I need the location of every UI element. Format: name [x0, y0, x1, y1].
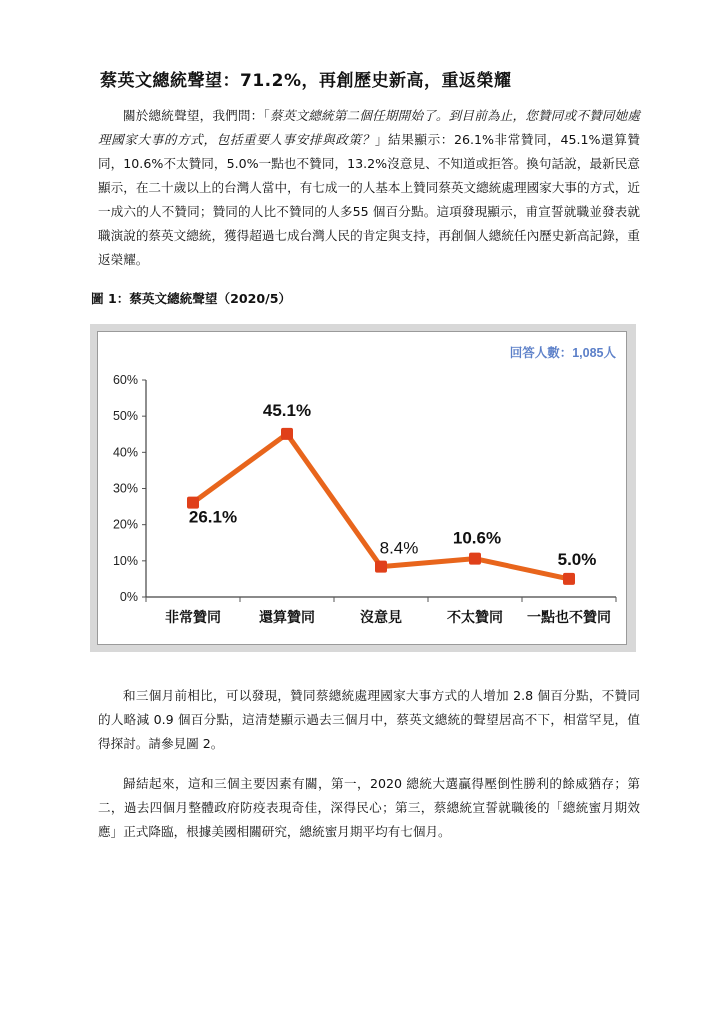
x-tick-label: 沒意見 [360, 609, 402, 625]
data-label: 10.6% [452, 528, 502, 548]
paragraph-conclusion: 歸結起來，這和三個主要因素有關，第一，2020 總統大選贏得壓倒性勝利的餘威猶存；第二，過去四個月整體政府防疫表現奇佳，深得民心；第三，蔡總統宣誓就職後的「總統蜜月期效應」正式降臨，根據美國相關研究，總統蜜月期平均有七個月。 [98, 776, 640, 839]
data-point [375, 561, 387, 573]
x-tick-label: 還算贊同 [259, 609, 315, 625]
article-title: 蔡英文總統聲望：71.2%，再創歷史新高，重返榮耀 [100, 71, 512, 91]
approval-line-chart [98, 332, 626, 644]
paragraph-approval [98, 104, 640, 272]
x-tick-label: 不太贊同 [447, 609, 503, 625]
data-label: 5.0% [557, 549, 597, 569]
data-label: 8.4% [379, 538, 419, 558]
y-tick-label: 0% [119, 590, 138, 604]
x-tick-label: 一點也不贊同 [527, 609, 611, 625]
data-point [563, 573, 575, 585]
y-tick-label: 50% [112, 409, 138, 424]
y-tick-label: 20% [112, 517, 138, 532]
figure-caption: 圖 1：蔡英文總統聲望（2020/5） [91, 291, 292, 306]
y-axis [113, 373, 146, 604]
paragraph-lead: 關於總統聲望，我們問：「 [123, 108, 270, 123]
y-tick-label: 10% [112, 553, 138, 568]
paragraph-comparison: 和三個月前相比，可以發現，贊同蔡總統處理國家大事方式的人增加 2.8 個百分點，不贊同的人略減 0.9 個百分點，這清楚顯示過去三個月中，蔡英文總統的聲望居高不下，相當罕見，值得探討。請參見圖 2。 [98, 688, 640, 751]
data-point [469, 553, 481, 565]
chart-frame [90, 324, 636, 652]
data-label: 26.1% [188, 507, 238, 527]
paragraph-results: 」結果顯示：26.1%非常贊同，45.1%還算贊同，10.6%不太贊同，5.0%一點也不贊同，13.2%沒意見、不知道或拒答。換句話說，最新民意顯示，在二十歲以上的台灣人當中，有七成一的人基本上贊同蔡英文總統處理國家大事的方式，近一成六的人不贊同；贊同的人比不贊同的人多55 個百分點。這項發現顯示，甫宣誓就職並發表就職演說的蔡英文總統，獲得超過七成台灣人民的肯定與支持，再創個人總統任內歷史新高記錄，重返榮耀。 [98, 132, 641, 267]
respondents-count: 回答人數：1,085人 [509, 346, 616, 360]
x-axis [146, 597, 616, 625]
y-tick-label: 40% [112, 445, 138, 460]
survey-question: 蔡英文總統第二個任期開始了。到目前為止，您贊同或不贊同她處理國家大事的方式，包括重要人事安排與政策？ [98, 108, 641, 147]
data-label: 45.1% [262, 400, 312, 420]
y-tick-label: 60% [112, 373, 138, 387]
chart-panel [97, 331, 627, 645]
x-tick-label: 非常贊同 [165, 609, 221, 625]
series-approval [187, 401, 596, 585]
data-point [281, 428, 293, 440]
y-tick-label: 30% [112, 481, 138, 496]
